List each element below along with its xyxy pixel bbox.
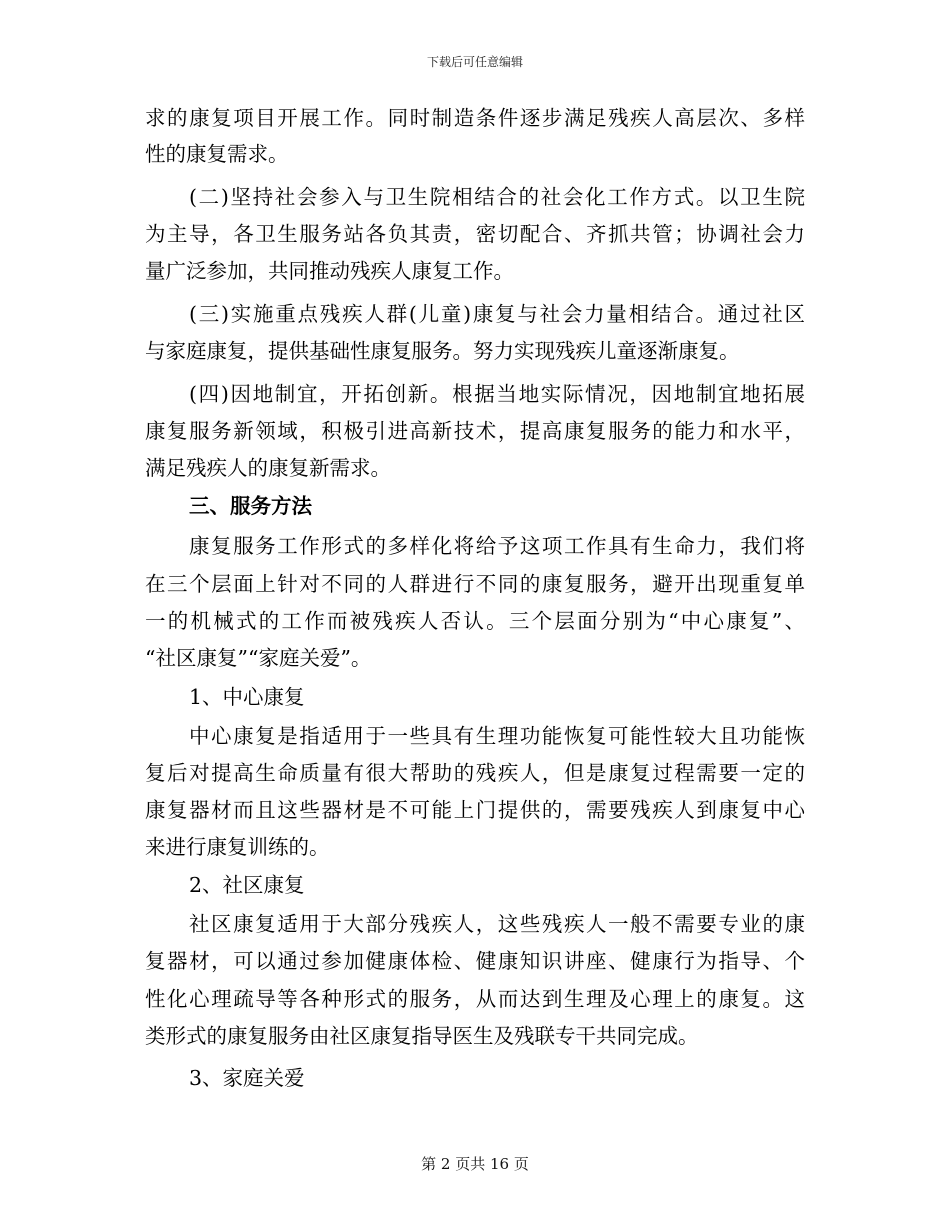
text-line: (三)实施重点残疾人群(儿童)康复与社会力量相结合。通过社区 [189,302,805,326]
text-line: 2、社区康复 [189,873,305,897]
text-line: 3、家庭关爱 [189,1066,305,1090]
text-line: (四)因地制宜，开拓创新。根据当地实际情况，因地制宜地拓展 [189,382,805,406]
text-line: 为主导，各卫生服务站各负其责，密切配合、齐抓共管；协调社会力 [145,222,805,246]
text-line: 在三个层面上针对不同的人群进行不同的康复服务，避开出现重复单 [145,572,805,596]
section-heading: 三、服务方法 [189,494,312,518]
text-line: 来进行康复训练的。 [145,835,330,859]
text-line: 1、中心康复 [189,685,305,709]
text-line: 量广泛参加，共同推动残疾人康复工作。 [145,259,514,283]
text-line: 康复服务工作形式的多样化将给予这项工作具有生命力，我们将 [189,534,805,558]
text-line: 中心康复是指适用于一些具有生理功能恢复可能性较大且功能恢 [189,724,805,748]
text-line: 与家庭康复，提供基础性康复服务。努力实现残疾儿童逐渐康复。 [145,339,740,363]
text-line: “社区康复”“家庭关爱”。 [145,646,372,670]
text-line: 复器材，可以通过参加健康体检、健康知识讲座、健康行为指导、个 [145,949,805,973]
text-line: 类形式的康复服务由社区康复指导医生及残联专干共同完成。 [145,1024,699,1048]
page-header: 下载后可任意编辑 [426,55,523,69]
text-line: (二)坚持社会参入与卫生院相结合的社会化工作方式。以卫生院 [189,185,805,209]
text-line: 社区康复适用于大部分残疾人，这些残疾人一般不需要专业的康 [189,912,805,936]
text-line: 求的康复项目开展工作。同时制造条件逐步满足残疾人高层次、多样 [145,106,805,130]
page-footer: 第 2 页共 16 页 [421,1155,529,1173]
text-line: 一的机械式的工作而被残疾人否认。三个层面分别为“中心康复”、 [145,609,805,633]
text-line: 满足残疾人的康复新需求。 [145,456,391,480]
text-line: 性的康复需求。 [145,142,289,166]
text-line: 复后对提高生命质量有很大帮助的残疾人，但是康复过程需要一定的 [145,761,805,785]
text-line: 康复器材而且这些器材是不可能上门提供的，需要残疾人到康复中心 [145,798,805,822]
text-line: 性化心理疏导等各种形式的服务，从而达到生理及心理上的康复。这 [145,987,805,1011]
text-line: 康复服务新领域，积极引进高新技术，提高康复服务的能力和水平， [145,419,805,443]
